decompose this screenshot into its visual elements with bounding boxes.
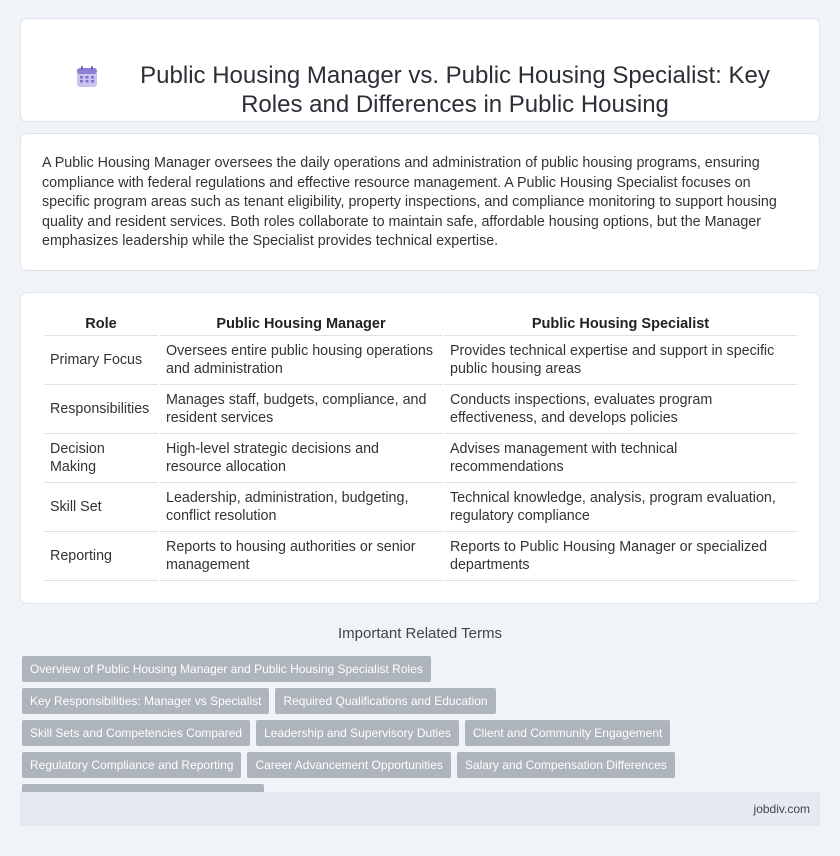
related-term-tag[interactable]: Client and Community Engagement — [465, 720, 670, 746]
row-manager: Reports to housing authorities or senior management — [160, 532, 442, 581]
row-specialist: Technical knowledge, analysis, program evaluation, regulatory compliance — [444, 483, 797, 532]
row-manager: Manages staff, budgets, compliance, and resident services — [160, 385, 442, 434]
intro-card — [20, 133, 820, 271]
intro-paragraph: A Public Housing Manager oversees the daily operations and administration of public housing programs, ensuring compliance with federal regulations and effective resource management. A Public Housing Specialist focuses on specific program areas such as tenant eligibility, property inspections, and compliance monitoring to support housing quality and resident services. Both roles collaborate to maintain safe, affordable housing options, but the Manager emphasizes leadership while the Specialist provides technical expertise. — [42, 155, 777, 250]
related-term-tag[interactable]: Skill Sets and Competencies Compared — [22, 720, 250, 746]
comparison-card — [20, 292, 820, 604]
related-term-tag[interactable]: Career Advancement Opportunities — [247, 752, 450, 778]
row-manager: Leadership, administration, budgeting, conflict resolution — [160, 483, 442, 532]
row-specialist: Conducts inspections, evaluates program effectiveness, and develops policies — [444, 385, 797, 434]
table-row — [44, 532, 797, 581]
related-term-tag[interactable]: Overview of Public Housing Manager and Public Housing Specialist Roles — [22, 656, 431, 682]
row-role: Primary Focus — [44, 336, 158, 385]
page-title: Public Housing Manager vs. Public Housing Specialist: Key Roles and Differences in Public Housing — [140, 62, 770, 118]
related-term-tag[interactable]: Required Qualifications and Education — [275, 688, 495, 714]
row-manager: Oversees entire public housing operations and administration — [160, 336, 442, 385]
header-manager: Public Housing Manager — [160, 315, 442, 336]
header-specialist: Public Housing Specialist — [444, 315, 797, 336]
related-term-tag[interactable]: Salary and Compensation Differences — [457, 752, 675, 778]
table-row — [44, 483, 797, 532]
footer-bar — [20, 792, 820, 826]
related-term-tag[interactable]: Key Responsibilities: Manager vs Specialist — [22, 688, 269, 714]
related-terms-title: Important Related Terms — [338, 625, 502, 642]
related-term-tag[interactable]: Regulatory Compliance and Reporting — [22, 752, 241, 778]
row-role: Responsibilities — [44, 385, 158, 434]
footer-site-link[interactable]: jobdiv.com — [753, 802, 810, 816]
table-row — [44, 434, 797, 483]
table-header-row — [44, 315, 797, 336]
row-role: Decision Making — [44, 434, 158, 483]
row-specialist: Advises management with technical recommendations — [444, 434, 797, 483]
table-row — [44, 385, 797, 434]
calendar-grid-icon — [75, 65, 99, 89]
row-role: Skill Set — [44, 483, 158, 532]
row-specialist: Provides technical expertise and support in specific public housing areas — [444, 336, 797, 385]
row-role: Reporting — [44, 532, 158, 581]
header-card — [20, 18, 820, 122]
row-manager: High-level strategic decisions and resource allocation — [160, 434, 442, 483]
comparison-table — [42, 315, 799, 581]
header-role: Role — [44, 315, 158, 336]
row-specialist: Reports to Public Housing Manager or specialized departments — [444, 532, 797, 581]
related-terms-list — [22, 656, 682, 810]
table-row — [44, 336, 797, 385]
related-term-tag[interactable]: Leadership and Supervisory Duties — [256, 720, 459, 746]
